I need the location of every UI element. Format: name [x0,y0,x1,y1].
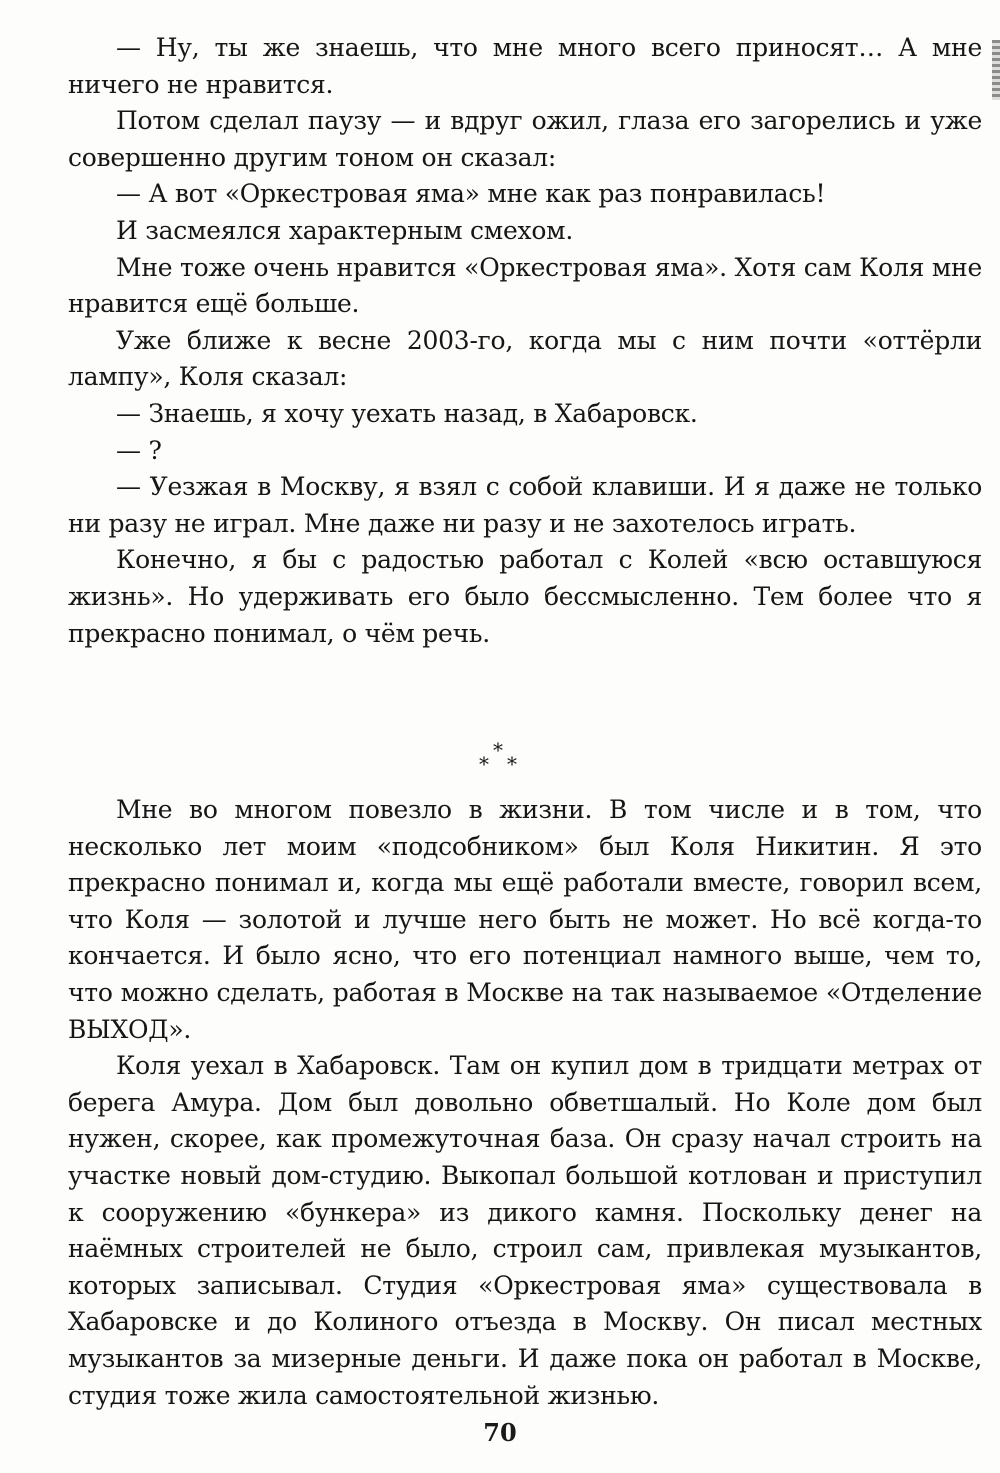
paragraph: — Ну, ты же знаешь, что мне много всего приносят… А мне ничего не нравится. [68,33,982,99]
paragraph: Мне тоже очень нравится «Оркестровая яма». Хотя сам Коля мне нравится ещё больше. [68,252,982,319]
paragraph: — А вот «Оркестровая яма» мне как раз понравилась! [116,179,826,209]
paragraph: — ? [116,435,162,465]
paragraph: И засмеялся характерным смехом. [116,215,574,245]
section-separator-asterism [470,738,530,778]
asterisk: * [507,752,517,776]
paragraph: Потом сделал паузу — и вдруг ожил, глаза его загорелись и уже совершенно другим тоном он сказал: [68,106,982,172]
page-number: 70 [483,1418,517,1447]
paragraph: Мне во многом повезло в жизни. В том числе и в том, что несколько лет моим «подсобником» был Коля Никитин. Я это прекрасно понимал и, когда мы ещё работали вместе, говорил всем, что Коля — золотой и лучше него быть не может. Но всё когда-то кончается. И было ясно, что его потенциал намного выше, чем то, что можно сделать, работая в Москве на так называемое «Отделение ВЫХОД». [68,795,982,1044]
asterisk: * [493,738,503,762]
asterisk: * [479,752,489,776]
page-edge-mark [992,40,1000,100]
text-block-bottom [68,792,982,1414]
paragraph: — Уезжая в Москву, я взял с собой клавиши. И я даже не только ни разу не играл. Мне даже ни разу и не захотелось играть. [68,472,982,538]
paragraph: Уже ближе к весне 2003-го, когда мы с ним почти «оттёрли лампу», Коля сказал: [68,325,982,392]
text-block-top [68,30,982,652]
paragraph: Конечно, я бы с радостью работал с Колей «всю оставшуюся жизнь». Но удерживать его было бессмысленно. Тем более что я прекрасно понимал, о чём речь. [68,545,982,648]
paragraph: Коля уехал в Хабаровск. Там он купил дом в тридцати метрах от берега Амура. Дом был довольно обветшалый. Но Коле дом был нужен, скорее, как промежуточная база. Он сразу начал строить на участке новый дом-студию. Выкопал большой котлован и приступил к сооружению «бункера» из дикого камня. Поскольку денег на наёмных строителей не было, строил сам, привлекая музыкантов, которых записывал. Студия «Оркестровая яма» существовала в Хабаровске и до Колиного отъезда в Москву. Он писал местных музыкантов за мизерные деньги. И даже пока он работал в Москве, студия тоже жила самостоятельной жизнью. [68,1051,982,1410]
paragraph: — Знаешь, я хочу уехать назад, в Хабаровск. [116,398,698,428]
